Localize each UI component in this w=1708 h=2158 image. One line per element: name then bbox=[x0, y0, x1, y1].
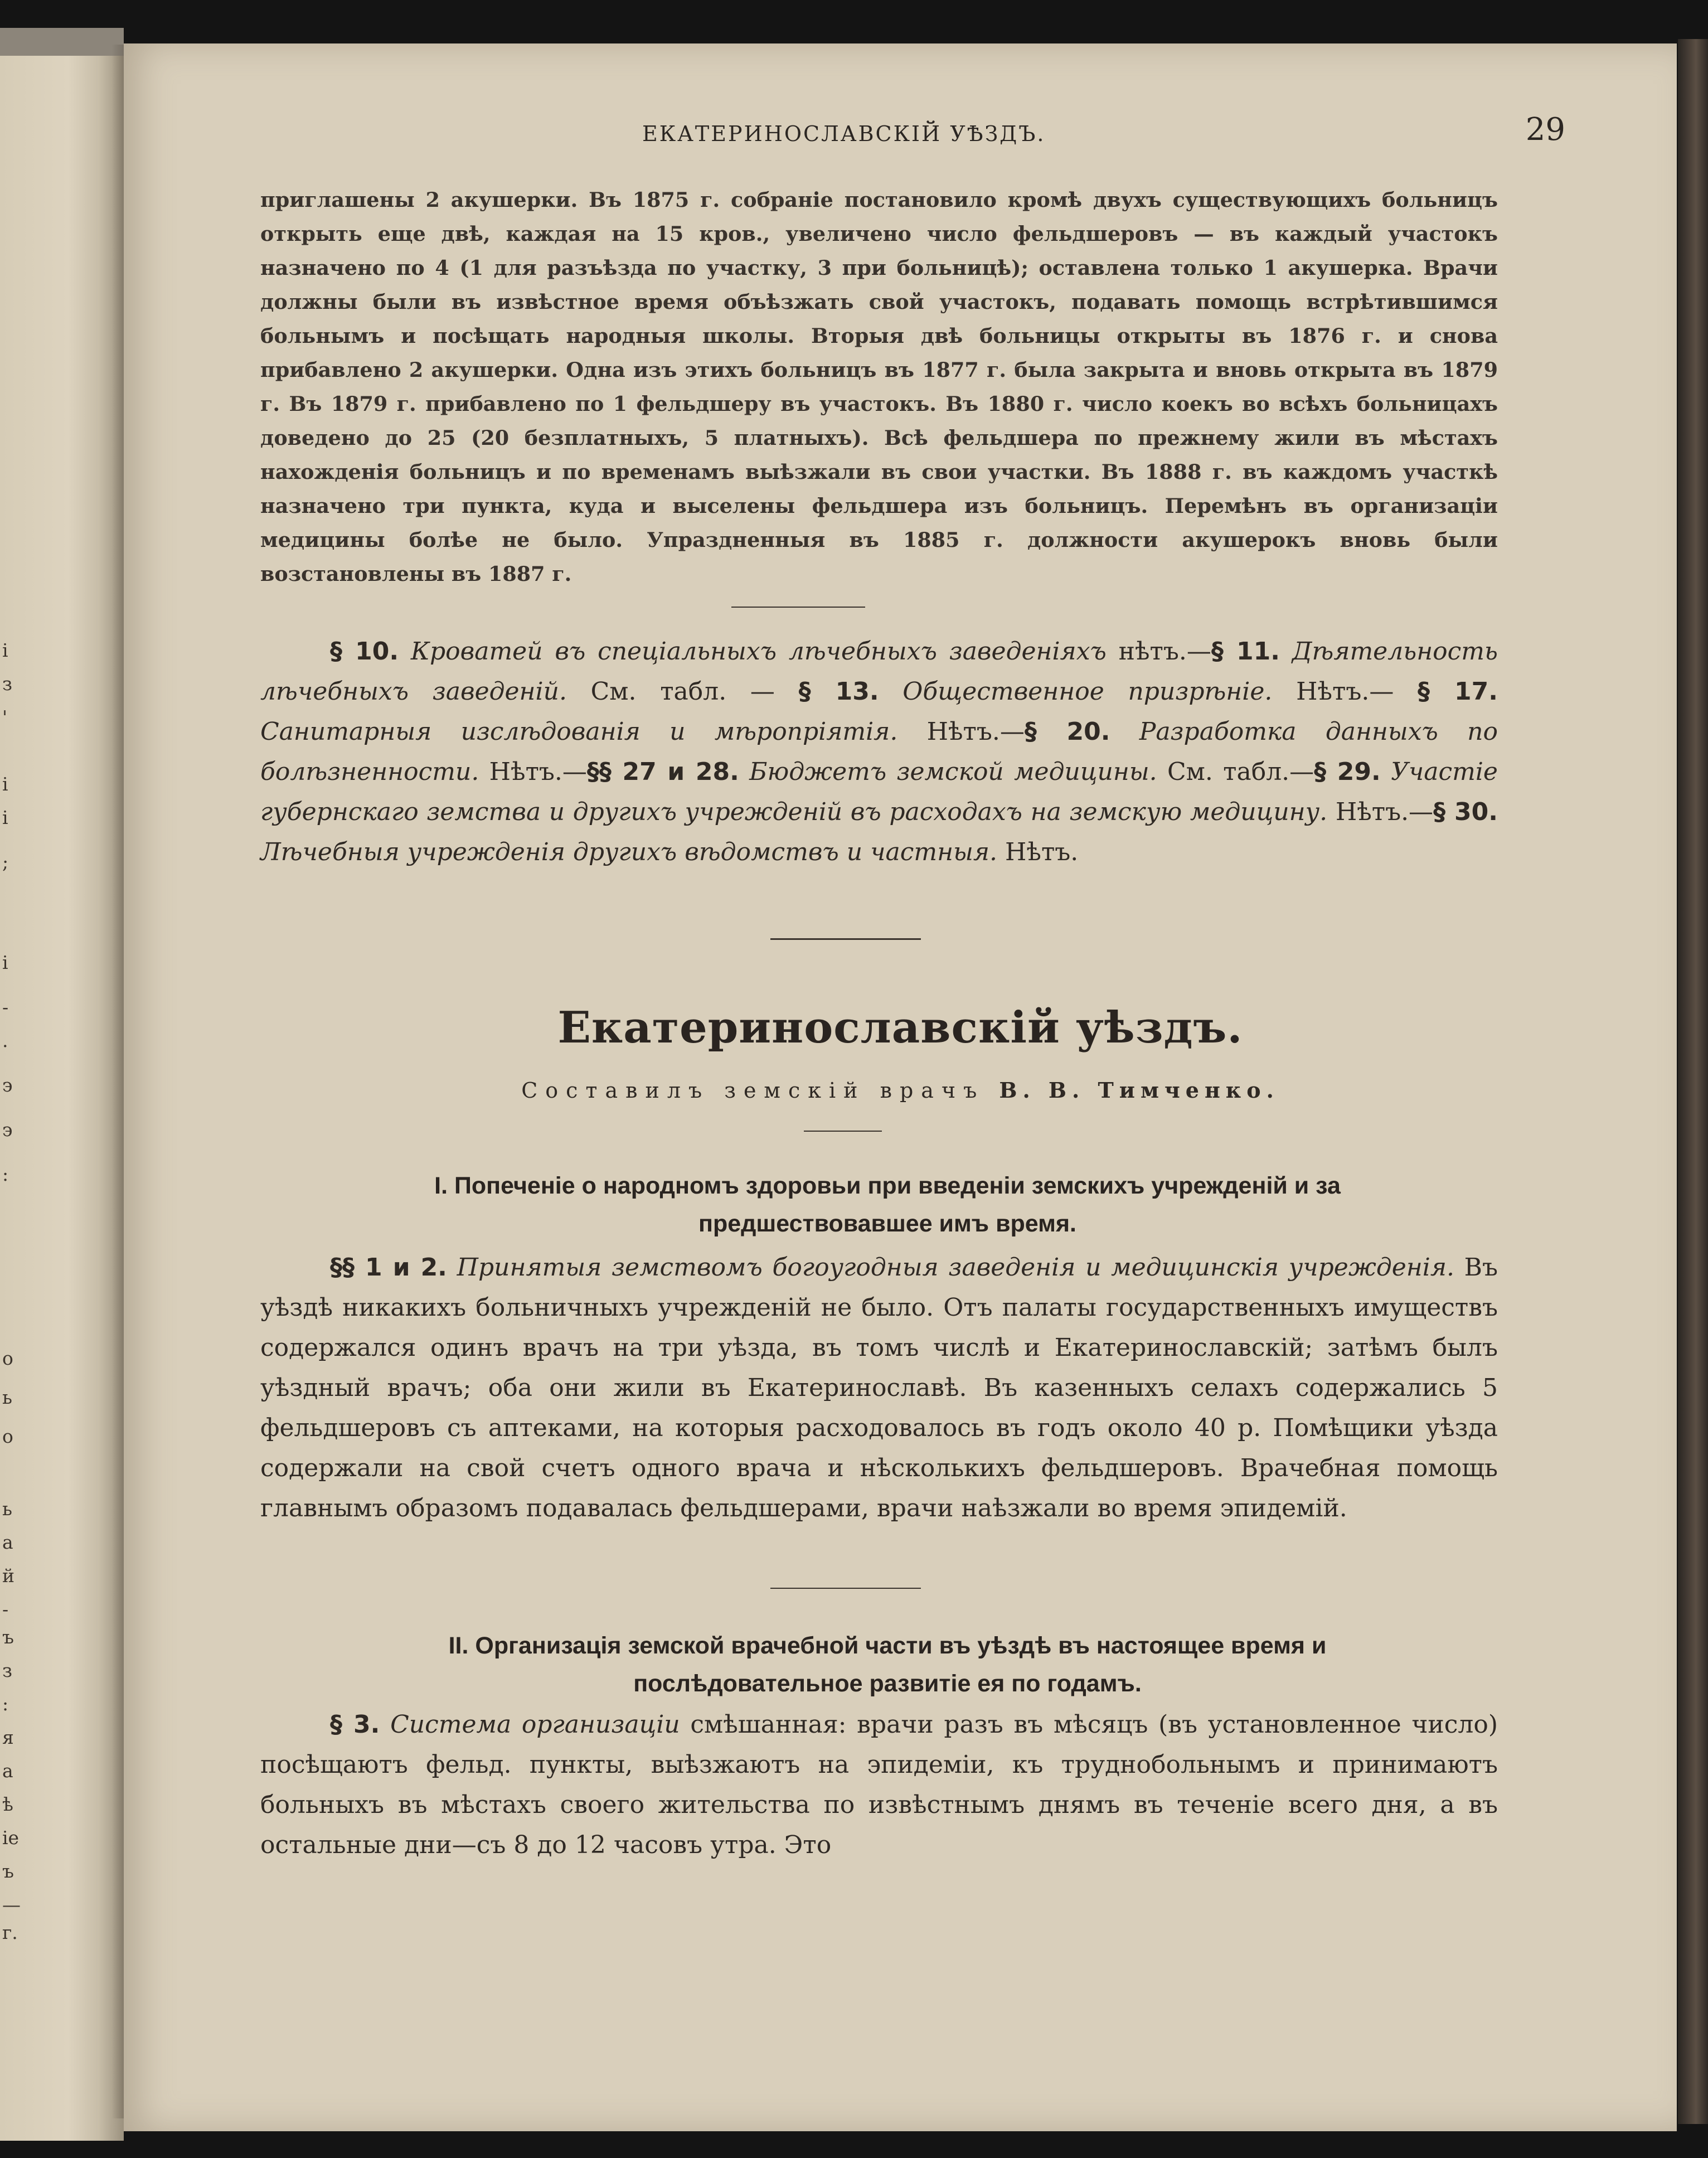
running-header bbox=[124, 111, 1677, 161]
part-2-heading bbox=[280, 1627, 1495, 1703]
compiler-prefix: Составилъ земскій врачъ bbox=[521, 1078, 985, 1103]
running-title: ЕКАТЕРИНОСЛАВСКІЙ УѢЗДЪ. bbox=[642, 122, 1046, 146]
section-13: § 13. Общественное призрѣніе. Нѣтъ.— bbox=[798, 677, 1418, 706]
edge-letter: ъ bbox=[2, 1626, 14, 1648]
edge-letter: ѣ bbox=[2, 1793, 13, 1815]
page-number: 29 bbox=[1525, 111, 1565, 148]
edge-letter: ъ bbox=[2, 1860, 14, 1882]
edge-letter: іе bbox=[2, 1827, 20, 1849]
section-11: § 11. Дѣятельность лѣчебныхъ заведеній. См. табл. — bbox=[260, 637, 1498, 706]
heading-line: предшествовавшее имъ время. bbox=[698, 1210, 1076, 1237]
heading-line: I. Попеченіе о народномъ здоровьи при введеніи земскихъ учрежденій и за bbox=[434, 1172, 1341, 1199]
edge-letter: - bbox=[2, 1598, 9, 1620]
separator-rule bbox=[804, 1131, 882, 1132]
chapter-title: Екатеринославскій уѣздъ. bbox=[557, 1002, 1243, 1053]
edge-letter: ; bbox=[2, 851, 9, 873]
edge-letter: а bbox=[2, 1760, 13, 1782]
edge-letter: о bbox=[2, 1347, 13, 1369]
section-17: § 17. Санитарныя изслѣдованія и мѣропріятія. Нѣтъ.— bbox=[260, 677, 1498, 746]
sections-paragraph bbox=[260, 632, 1498, 872]
edge-letter: : bbox=[2, 1163, 9, 1185]
edge-letter: о bbox=[2, 1425, 13, 1447]
heading-line: послѣдовательное развитіе ея по годамъ. bbox=[633, 1670, 1142, 1697]
paragraph-text: приглашены 2 акушерки. Въ 1875 г. собраніе постановило кромѣ двухъ существующихъ больницъ открыть еще двѣ, каждая на 15 кров., увеличено число фельдшеровъ — въ каждый участокъ назначено по 4 (1 для разъѣзда по участку, 3 при больницѣ); оставлена только 1 акушерка. Врачи должны были въ извѣстное время объѣзжать свой участокъ, подавать помощь встрѣтившимся больнымъ и посѣщать народныя школы. Вторыя двѣ больницы открыты въ 1876 г. и снова прибавлено 2 акушерки. Одна изъ этихъ больницъ въ 1877 г. была закрыта и вновь открыта въ 1879 г. Въ 1879 г. прибавлено по 1 фельдшеру въ участокъ. Въ 1880 г. число коекъ во всѣхъ больницахъ доведено до 25 (20 безплатныхъ, 5 платныхъ). Всѣ фельдшера по прежнему жили въ мѣстахъ нахожденія больницъ и по временамъ выѣзжали въ свои участки. Въ 1888 г. въ каждомъ участкѣ назначено три пункта, куда и выселены фельдшера изъ больницъ. Перемѣнъ въ организаціи медицины болѣе не было. Упраздненныя въ 1885 г. должности акушерокъ вновь были возстановлены въ 1887 г. bbox=[260, 188, 1498, 586]
edge-letter: г. bbox=[2, 1922, 18, 1943]
section-10: § 10. Кроватей въ спеціальныхъ лѣчебныхъ заведеніяхъ нѣтъ.— bbox=[330, 637, 1211, 666]
edge-letter: з bbox=[2, 673, 12, 695]
edge-letter: э bbox=[2, 1074, 13, 1096]
edge-letter: а bbox=[2, 1531, 13, 1553]
edge-letter: - bbox=[2, 996, 9, 1018]
part-1-paragraph: §§ 1 и 2. Принятыя земствомъ богоугодныя заведенія и медицинскія учрежденія. Въ уѣздѣ никакихъ больничныхъ учрежденій не было. Отъ палаты государственныхъ имуществъ содержался одинъ врачъ на три уѣзда, въ томъ числѣ и Екатеринославскій; затѣмъ былъ уѣздный врачъ; оба они жили въ Екатеринославѣ. Въ казенныхъ селахъ содержались 5 фельдшеровъ съ аптеками, на которыя расходовалось въ годъ около 40 р. Помѣщики уѣзда содержали на свой счетъ одного врача и нѣсколькихъ фельдшеровъ. Врачебная помощь главнымъ образомъ подавалась фельдшерами, врачи наѣзжали во время эпидемій. bbox=[260, 1253, 1498, 1522]
separator-rule bbox=[731, 607, 865, 608]
section-27-28: §§ 27 и 28. Бюджетъ земской медицины. См. табл.— bbox=[586, 758, 1314, 786]
edge-letter: і bbox=[2, 952, 8, 973]
left-page-top-band bbox=[0, 28, 124, 56]
previous-article-paragraph bbox=[260, 183, 1498, 591]
edge-letter: . bbox=[2, 1030, 8, 1051]
compiler-line bbox=[124, 1078, 1677, 1103]
part-2-paragraph: § 3. Система организаціи смѣшанная: врачи разъ въ мѣсяцъ (въ установленное число) посѣщаютъ фельд. пункты, выѣзжаютъ на эпидеміи, къ труднобольнымъ и принимаютъ больныхъ въ мѣстахъ своего жительства по извѣстнымъ днямъ въ теченіе всего дня, а въ остальные дни—съ 8 до 12 часовъ утра. Это bbox=[260, 1710, 1498, 1859]
edge-letter: — bbox=[2, 1894, 21, 1915]
edge-letter: й bbox=[2, 1565, 14, 1587]
section-20: § 20. Разработка данныхъ по болѣзненности. Нѣтъ.— bbox=[260, 717, 1498, 786]
edge-letter: я bbox=[2, 1727, 14, 1748]
section-29: § 29. Участіе губернскаго земства и другихъ учрежденій въ расходахъ на земскую медицину. Нѣтъ.— bbox=[260, 758, 1498, 826]
part-1-body bbox=[260, 1248, 1498, 1529]
compiler-name: В. В. Тимченко. bbox=[999, 1078, 1279, 1103]
heading-line: II. Организація земской врачебной части въ уѣздѣ въ настоящее время и bbox=[448, 1632, 1327, 1659]
edge-letter: ь bbox=[2, 1386, 12, 1408]
book-page-stack-edge bbox=[1678, 39, 1708, 2124]
edge-letter: з bbox=[2, 1660, 12, 1681]
previous-article-sections bbox=[260, 632, 1498, 872]
edge-letter: і bbox=[2, 639, 8, 661]
section-30: § 30. Лѣчебныя учрежденія другихъ вѣдомствъ и частныя. Нѣтъ. bbox=[260, 798, 1498, 866]
edge-letter: і bbox=[2, 773, 8, 795]
part-2-body bbox=[260, 1705, 1498, 1865]
edge-letter: э bbox=[2, 1119, 13, 1141]
edge-letter: ' bbox=[2, 706, 8, 728]
left-page-edge bbox=[0, 28, 124, 2141]
edge-letter: : bbox=[2, 1693, 9, 1715]
edge-letter: і bbox=[2, 807, 8, 828]
part-1-heading bbox=[280, 1167, 1495, 1243]
book-page bbox=[124, 43, 1677, 2131]
separator-rule bbox=[770, 1588, 921, 1589]
edge-letter: ь bbox=[2, 1498, 12, 1520]
separator-rule bbox=[770, 938, 921, 940]
